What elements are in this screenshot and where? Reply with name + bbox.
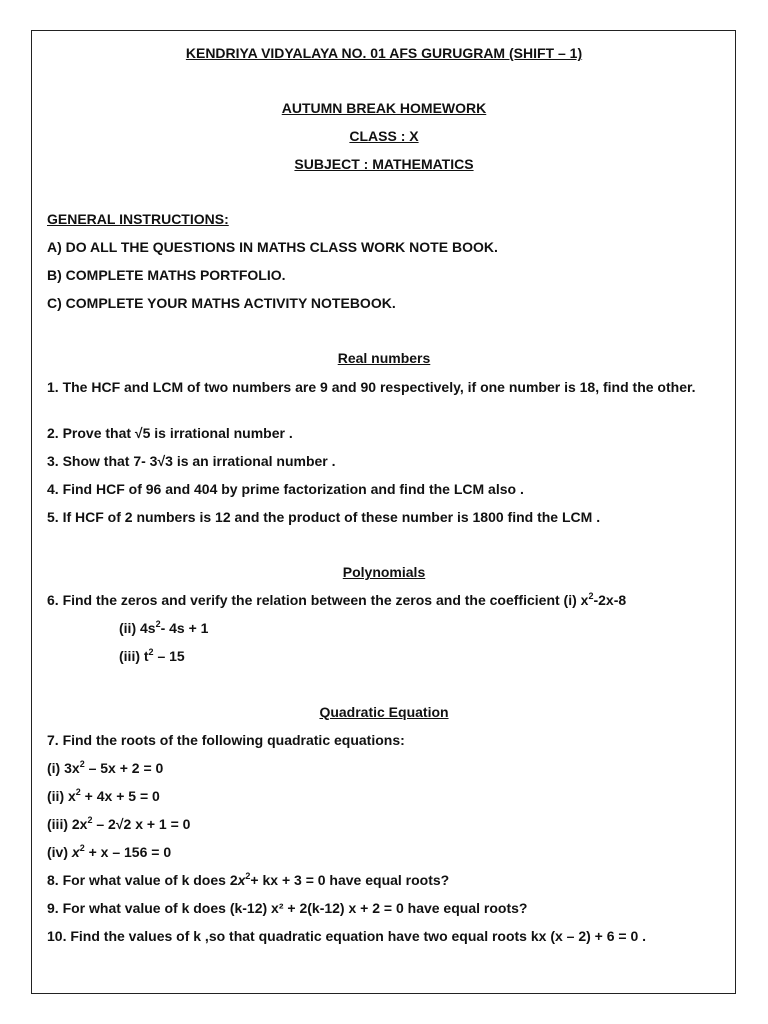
- question-6-ii: (ii) $4s^2-$ 4s + 1: [119, 619, 209, 636]
- question-5: 5. If HCF of 2 numbers is 12 and the product of these number is 1800 find the LCM .: [47, 509, 601, 525]
- question-6: 6. Find the zeros and verify the relation between the zeros and the coefficient (i) $x^2-2x-8$: [47, 591, 627, 608]
- question-3: 3. Show that 7- 3√3 is an irrational number .: [47, 453, 336, 469]
- question-7-ii: (ii) $x^2 + 4x + 5 = 0$: [47, 787, 160, 804]
- class-label: CLASS : X: [349, 128, 419, 144]
- subject-label: SUBJECT : MATHEMATICS: [294, 156, 474, 172]
- section-heading-polynomials: Polynomials: [342, 564, 426, 580]
- instructions-heading: GENERAL INSTRUCTIONS:: [47, 211, 229, 227]
- question-7-i: (i) $3x^2 - 5x + 2 = 0$: [47, 759, 164, 776]
- section-heading-real-numbers: Real numbers: [337, 350, 431, 366]
- school-name: KENDRIYA VIDYALAYA NO. 01 AFS GURUGRAM (SHIFT – 1): [185, 45, 583, 61]
- question-9: 9. For what value of k does (k-12) x² + 2(k-12) x + 2 = 0 have equal roots?: [47, 900, 528, 916]
- question-7: 7. Find the roots of the following quadratic equations:: [47, 732, 405, 748]
- section-heading-quadratic: Quadratic Equation: [319, 704, 449, 720]
- homework-title: AUTUMN BREAK HOMEWORK: [281, 100, 487, 116]
- question-4: 4. Find HCF of 96 and 404 by prime factorization and find the LCM also .: [47, 481, 524, 497]
- instruction-c: C) COMPLETE YOUR MATHS ACTIVITY NOTEBOOK.: [47, 295, 396, 311]
- question-2: 2. Prove that √5 is irrational number .: [47, 425, 293, 441]
- instruction-a: A) DO ALL THE QUESTIONS IN MATHS CLASS WORK NOTE BOOK.: [47, 239, 498, 255]
- question-6-iii: (iii) $t^2 - 15$: [119, 647, 185, 664]
- question-7-iv: (iv) $x^2 + x - 156 = 0$: [47, 843, 172, 860]
- instruction-b: B) COMPLETE MATHS PORTFOLIO.: [47, 267, 286, 283]
- question-10: 10. Find the values of k ,so that quadratic equation have two equal roots kx (x – 2) + 6 = 0 .: [47, 928, 647, 944]
- question-7-iii: (iii) $2x^2 - 2√2$ x + 1 = 0: [47, 815, 191, 832]
- question-8: 8. For what value of k does $2x^2+$ kx + 3 = 0 have equal roots?: [47, 871, 450, 888]
- question-1: 1. The HCF and LCM of two numbers are 9 and 90 respectively, if one number is 18, find the other.: [47, 379, 696, 395]
